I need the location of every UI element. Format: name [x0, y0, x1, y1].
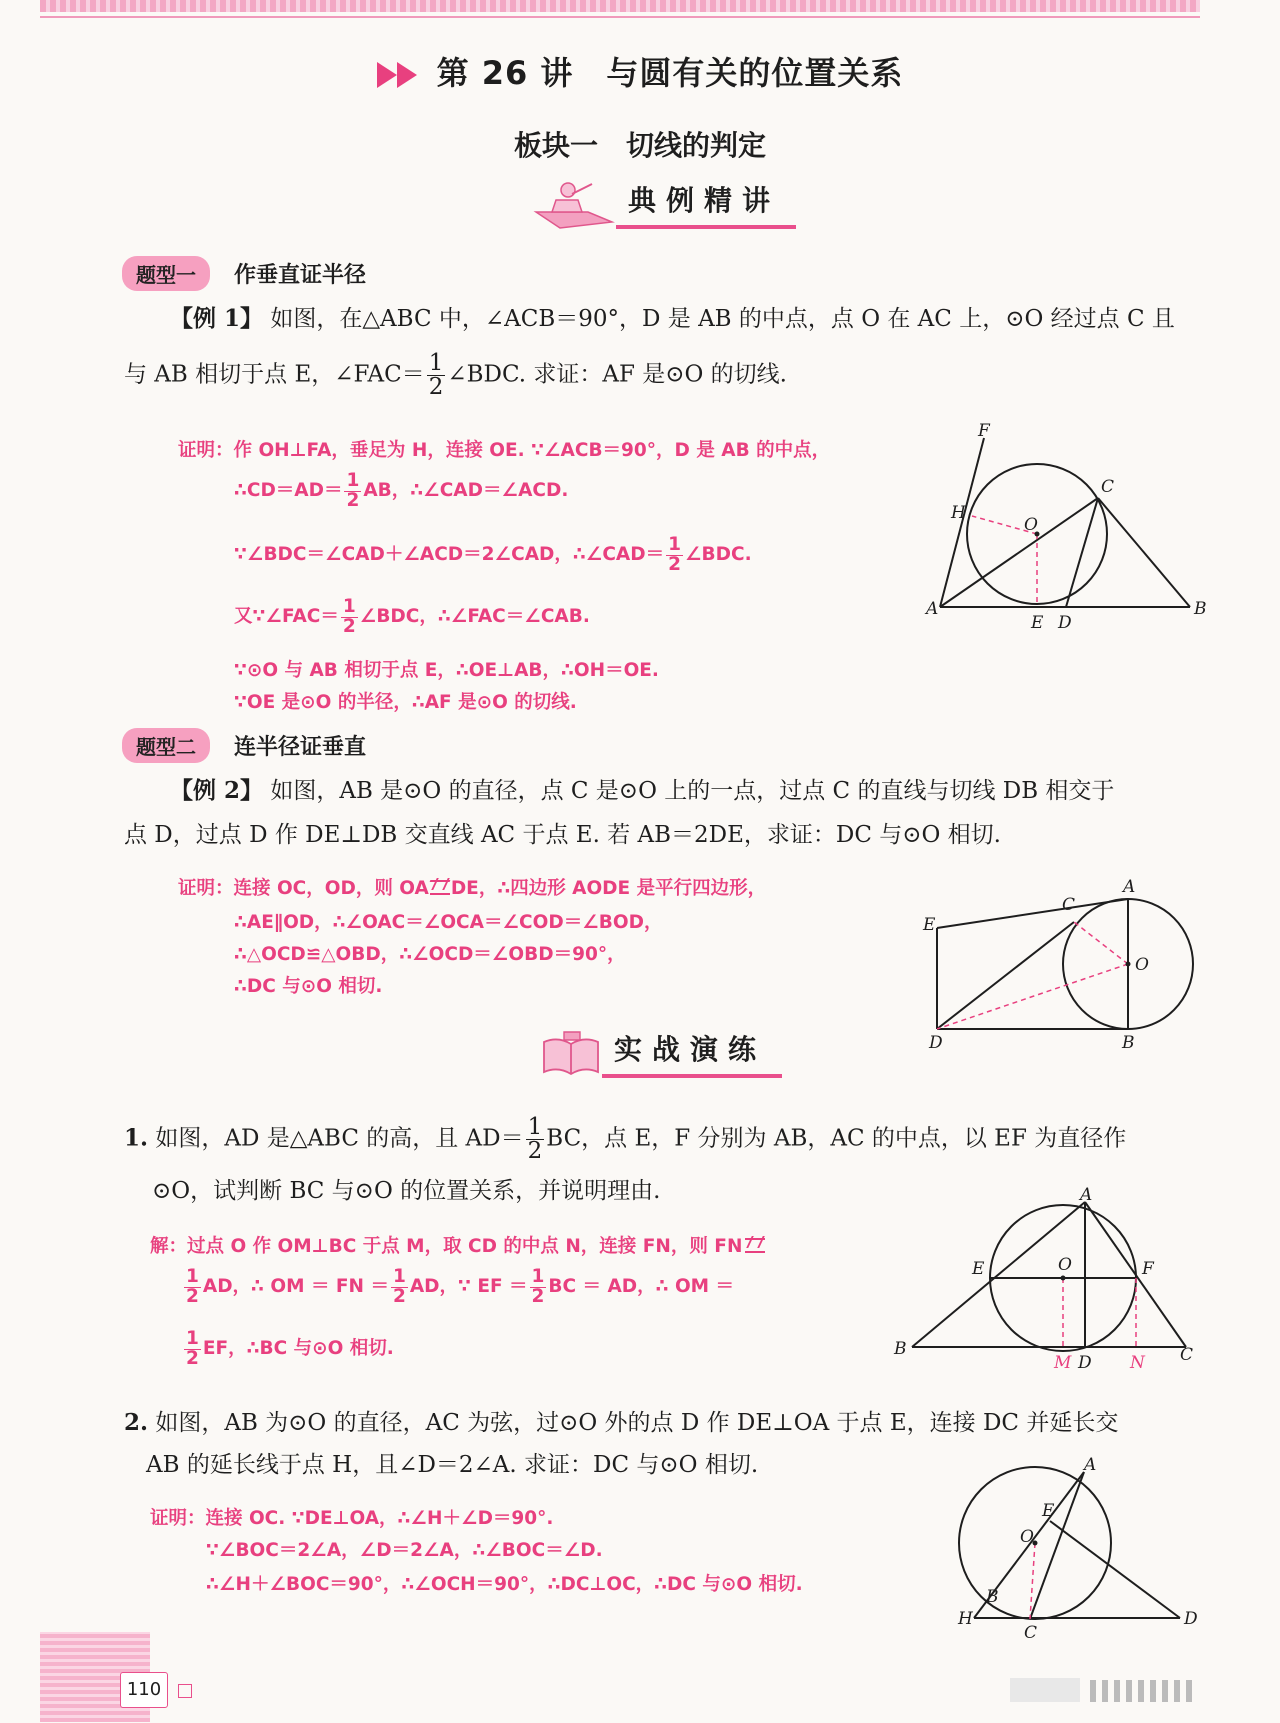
- fig-label: A: [1080, 1185, 1093, 1205]
- problem1-text-a1: 如图，AD 是△ABC 的高，且 AD＝: [155, 1125, 524, 1152]
- fig-label: D: [929, 1033, 943, 1053]
- type1-row: [122, 256, 366, 291]
- problem2-line2: AB 的延长线于点 H，且∠D＝2∠A. 求证：DC 与⊙O 相切.: [146, 1452, 759, 1478]
- fig-label: D: [1058, 613, 1072, 633]
- example1-label: 【例 1】: [170, 305, 264, 332]
- fig-label: M: [1054, 1353, 1072, 1373]
- type2-badge: 题型二: [122, 728, 210, 763]
- type1-badge: 题型一: [122, 256, 210, 291]
- fig-label: E: [1042, 1501, 1055, 1521]
- practice-banner: [540, 1028, 782, 1078]
- chord-AC: [1030, 1472, 1084, 1619]
- fig-label: O: [1135, 955, 1149, 975]
- fig-label: B: [1194, 599, 1207, 619]
- example1-line2: [124, 352, 787, 399]
- example1-text-b2: ∠BDC. 求证：AF 是⊙O 的切线.: [447, 361, 787, 388]
- segment-EA: [937, 899, 1128, 928]
- example2-figure: [910, 870, 1210, 1053]
- fig-label: B: [1122, 1033, 1135, 1053]
- proof-line: 证明：作 OH⊥FA，垂足为 H，连接 OE. ∵∠ACB＝90°，D 是 AB 的中点，: [178, 440, 831, 461]
- fig-label: E: [972, 1259, 985, 1279]
- fig-label: O: [1024, 515, 1038, 535]
- example1-text-a: 如图，在△ABC 中，∠ACB＝90°，D 是 AB 的中点，点 O 在 AC 上，⊙O 经过点 C 且: [270, 306, 1175, 332]
- fig-label: A: [1123, 877, 1136, 897]
- congruent-symbol: ≌: [305, 944, 322, 965]
- proof-line: 又∵∠FAC＝ $\frac{1}{2}$ ∠BDC，∴∠FAC＝∠CAB.: [234, 596, 590, 637]
- fig-label: O: [1058, 1255, 1072, 1275]
- example2-label: 【例 2】: [170, 777, 264, 804]
- problem1-text-a2: BC，点 E，F 分别为 AB，AC 的中点，以 EF 为直径作: [546, 1125, 1127, 1152]
- type2-row: [122, 728, 366, 763]
- example2-line2: 点 D，过点 D 作 DE⊥DB 交直线 AC 于点 E. 若 AB＝2DE，求证：DC 与⊙O 相切.: [124, 822, 1001, 848]
- fig-label: C: [1101, 477, 1115, 497]
- footer-bars-decor: [1010, 1672, 1260, 1708]
- problem2-figure: [950, 1455, 1200, 1643]
- example1-figure: [920, 421, 1220, 640]
- segment-DC: [937, 922, 1074, 1029]
- problem1-num: 1.: [124, 1124, 149, 1152]
- proof-line: 证明：连接 OC. ∵DE⊥OA，∴∠H＋∠D＝90°.: [150, 1508, 554, 1529]
- proof-line: ∴AE∥OD，∴∠OAC＝∠OCA＝∠COD＝∠BOD，: [234, 912, 663, 933]
- type1-name: 作垂直证半径: [234, 263, 367, 288]
- parallel-equal-symbol: [744, 1238, 766, 1256]
- fig-label: C: [1062, 895, 1076, 915]
- fig-label: C: [1024, 1623, 1038, 1643]
- page-box-icon: [178, 1684, 192, 1698]
- top-decor-line: [40, 16, 1200, 18]
- type2-name: 连半径证垂直: [234, 735, 367, 760]
- solution-line: 解：过点 O 作 OM⊥BC 于点 M，取 CD 的中点 N，连接 FN，则 FN: [150, 1232, 766, 1258]
- dashed-OC: [1074, 922, 1128, 964]
- proof-line: ∵∠BDC＝∠CAD＋∠ACD＝2∠CAD，∴∠CAD＝ $\frac{1}{2}$ ∠BDC.: [234, 534, 752, 575]
- proof-line: ∴△OCD≌△OBD，∴∠OCD＝∠OBD＝90°，: [234, 944, 626, 965]
- fig-label: A: [1084, 1455, 1097, 1475]
- solution-line: $\frac{1}{2}$ AD，∴ OM ＝ FN ＝ $\frac{1}{2}$ AD，∵ EF ＝ $\frac{1}{2}$ BC ＝ AD，∴ OM ＝: [186, 1266, 735, 1307]
- fig-label: A: [926, 599, 939, 619]
- block-title: 板块一 切线的判定: [513, 129, 766, 162]
- fig-label: F: [1142, 1259, 1154, 1279]
- examples-banner-text: 典例精讲: [616, 179, 796, 229]
- fraction-half: $\frac{1}{2}$: [342, 596, 356, 637]
- open-book-icon: [540, 1028, 602, 1078]
- page-number: 110: [120, 1672, 168, 1708]
- lecture-title: [0, 48, 1280, 94]
- segment-ED: [1050, 1521, 1180, 1618]
- fraction-half: $\frac{1}{2}$: [346, 470, 360, 511]
- fraction-half: $\frac{1}{2}$: [186, 1266, 199, 1307]
- double-arrow-icon: [377, 60, 423, 90]
- problem1-line1: [124, 1116, 1126, 1163]
- fig-label: E: [1031, 613, 1044, 633]
- segment-CD: [1066, 498, 1098, 607]
- problem1-line2: ⊙O，试判断 BC 与⊙O 的位置关系，并说明理由.: [152, 1178, 661, 1204]
- fraction-half: $\frac{1}{2}$: [527, 1114, 543, 1164]
- segment-CB: [1098, 498, 1190, 607]
- fig-label: B: [894, 1339, 907, 1359]
- fig-label: B: [986, 1587, 999, 1607]
- parallel-equal-symbol: [429, 880, 451, 898]
- fig-label: D: [1078, 1353, 1092, 1373]
- fraction-half: $\frac{1}{2}$: [668, 534, 681, 575]
- fig-label: E: [923, 915, 936, 935]
- example1-text-b1: 与 AB 相切于点 E，∠FAC＝: [124, 361, 425, 388]
- problem2-num: 2.: [124, 1409, 149, 1436]
- example2-line1: [170, 774, 1114, 809]
- fig-label: C: [1180, 1345, 1194, 1365]
- fraction-half: $\frac{1}{2}$: [531, 1266, 545, 1307]
- proof-line: ∴DC 与⊙O 相切.: [234, 976, 383, 997]
- fraction-half: $\frac{1}{2}$: [392, 1266, 406, 1307]
- proof-line: ∴CD＝AD＝ $\frac{1}{2}$ AB，∴∠CAD＝∠ACD.: [234, 470, 569, 511]
- solution-line: $\frac{1}{2}$ EF，∴BC 与⊙O 相切.: [186, 1328, 394, 1369]
- lecture-title-text: 第 26 讲 与圆有关的位置关系: [436, 54, 904, 92]
- fig-label: F: [978, 421, 990, 441]
- fig-label: H: [951, 503, 966, 523]
- dashed-OD: [937, 964, 1128, 1029]
- problem2-line1: [124, 1406, 1118, 1441]
- lecture-podium-icon: [532, 178, 616, 230]
- fig-label: N: [1130, 1353, 1145, 1373]
- top-decor-band: [40, 0, 1200, 12]
- proof-line: ∴∠H＋∠BOC＝90°，∴∠OCH＝90°，∴DC⊥OC，∴DC 与⊙O 相切.: [206, 1574, 803, 1595]
- proof-line: ∵∠BOC＝2∠A，∠D＝2∠A，∴∠BOC＝∠D.: [206, 1540, 603, 1561]
- fig-label: H: [958, 1609, 973, 1629]
- fraction-half: $\frac{1}{2}$: [428, 350, 444, 400]
- proof-line: 证明：连接 OC，OD，则 OA DE，∴四边形 AODE 是平行四边形，: [178, 878, 767, 899]
- practice-banner-text: 实战演练: [602, 1028, 782, 1078]
- problem2-text-a: 如图，AB 为⊙O 的直径，AC 为弦，过⊙O 外的点 D 作 DE⊥OA 于点 E，连接 DC 并延长交: [155, 1410, 1119, 1436]
- fig-label: D: [1184, 1609, 1198, 1629]
- fig-label: O: [1020, 1527, 1034, 1547]
- example1-line1: [170, 302, 1175, 337]
- examples-banner: [532, 178, 796, 230]
- proof-line: ∵⊙O 与 AB 相切于点 E，∴OE⊥AB，∴OH＝OE.: [234, 660, 659, 681]
- example2-text-a: 如图，AB 是⊙O 的直径，点 C 是⊙O 上的一点，过点 C 的直线与切线 DB 相交于: [270, 778, 1115, 804]
- proof-line: ∵OE 是⊙O 的半径，∴AF 是⊙O 的切线.: [234, 692, 577, 713]
- fraction-half: $\frac{1}{2}$: [186, 1328, 199, 1369]
- problem1-figure: [880, 1185, 1200, 1373]
